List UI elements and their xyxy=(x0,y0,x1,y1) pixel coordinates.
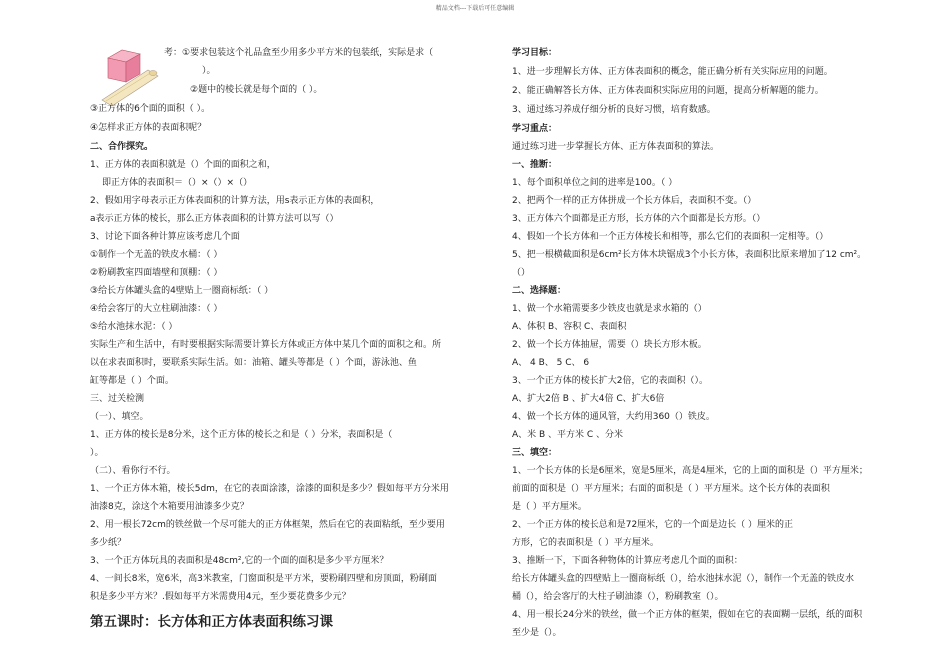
right-text-line: 至少是（）。 xyxy=(512,628,562,638)
right-text-line: 学习重点： xyxy=(512,124,558,134)
right-text-line: 学习目标： xyxy=(512,48,558,58)
left-text-line: ）。 xyxy=(90,448,104,458)
right-text-line: A、 4 B、 5 C、 6 xyxy=(512,358,590,368)
left-text-line: 1、正方体的棱长是8分米，这个正方体的棱长之和是（ ）分米，表面积是（ xyxy=(90,430,393,440)
right-text-line: 是（ ）平方厘米。 xyxy=(512,502,587,512)
right-text-line: 3、一个正方体的棱长扩大2倍，它的表面积（）。 xyxy=(512,376,708,386)
right-text-line: 3、通过练习养成仔细分析的良好习惯，培育数感。 xyxy=(512,105,716,115)
right-text-line: 2、把两个一样的正方体拼成一个长方体后，表面积不变。（） xyxy=(512,196,757,206)
right-text-line: 1、进一步理解长方体、正方体表面积的概念，能正确分析有关实际应用的问题。 xyxy=(512,67,833,77)
left-text-line: 第五课时：长方体和正方体表面积练习课 xyxy=(90,614,333,630)
right-text-line: 2、能正确解答长方体、正方体表面积实际应用的问题，提高分析解题的能力。 xyxy=(512,86,824,96)
left-text-line: 缸等都是（ ）个面。 xyxy=(90,376,174,386)
left-text-line: 考：①要求包装这个礼品盒至少用多少平方米的包装纸，实际是求（ xyxy=(164,48,434,58)
right-text-line: 3、正方体六个面都是正方形，长方体的六个面都是长方形。（） xyxy=(512,214,766,224)
right-text-line: 4、做一个长方体的通风管，大约用360（）铁皮。 xyxy=(512,412,715,422)
right-text-line: 通过练习进一步掌握长方体、正方体表面积的算法。 xyxy=(512,142,720,152)
left-text-line: 实际生产和生活中，有时要根据实际需要计算长方体或正方体中某几个面的面积之和。所 xyxy=(90,340,442,350)
left-text-line: 二、合作探究。 xyxy=(90,142,154,152)
left-text-line: ②题中的棱长就是每个面的（ ）。 xyxy=(190,85,323,95)
right-text-line: 1、每个面积单位之间的进率是100。（ ） xyxy=(512,178,678,188)
left-text-line: ③正方体的6个面的面积（ ）。 xyxy=(90,104,211,114)
left-text-line: 1、一个正方体木箱，棱长5dm，在它的表面涂漆，涂漆的面积是多少？假如每平方分米用 xyxy=(90,484,449,494)
left-text-line: a表示正方体的棱长，那么正方体表面积的计算方法可以写（） xyxy=(90,214,339,224)
left-text-line: 油漆8克，涂这个木箱要用油漆多少克？ xyxy=(90,502,249,512)
left-text-line: ④怎样求正方体的表面积呢？ xyxy=(90,123,207,133)
right-text-line: A、体积 B、容积 C、表面积 xyxy=(512,322,627,332)
gift-box-and-wrapping-paper-illustration xyxy=(100,46,160,108)
right-text-line: 二、选择题： xyxy=(512,286,567,296)
left-text-line: 积是多少平方米？.假如每平方米需费用4元，至少要花费多少元？ xyxy=(90,592,351,602)
left-text-line: ②粉刷教室四面墙壁和顶棚：（ ） xyxy=(90,268,223,278)
right-text-line: 一、推断： xyxy=(512,160,558,170)
left-text-line: 2、假如用字母表示正方体表面积的计算方法，用s表示正方体的表面积， xyxy=(90,196,380,206)
left-text-line: 以在求表面积时，要联系实际生活。如：油箱、罐头等都是（ ）个面，游泳池、鱼 xyxy=(90,358,417,368)
left-text-line: 4、一间长8米，宽6米，高3米教室，门窗面积是平方米，要粉刷四壁和房顶面，粉刷面 xyxy=(90,574,437,584)
left-text-line: 1、正方体的表面积就是（）个面的面积之和， xyxy=(90,160,276,170)
left-text-line: ①制作一个无盖的铁皮水桶：（ ） xyxy=(90,250,223,260)
right-text-line: 2、一个正方体的棱长总和是72厘米，它的一个面是边长（ ）厘米的正 xyxy=(512,520,794,530)
right-text-line: （） xyxy=(512,268,531,278)
left-text-line: （二）、看你行不行。 xyxy=(90,466,176,476)
left-text-line: 多少纸？ xyxy=(90,538,127,548)
left-text-line: ④给会客厅的大立柱刷油漆：（ ） xyxy=(90,304,223,314)
left-text-line: 即正方体的表面积＝（）×（）×（） xyxy=(102,178,253,188)
right-text-line: 方形，它的表面积是（ ）平方厘米。 xyxy=(512,538,659,548)
right-text-line: 3、推断一下，下面各种物体的计算应考虑几个面的面积： xyxy=(512,556,743,566)
left-text-line: ⑤给水池抹水泥：（ ） xyxy=(90,322,178,332)
right-text-line: 给长方体罐头盒的四壁贴上一圈商标纸（），给水池抹水泥（），制作一个无盖的铁皮水 xyxy=(512,574,855,584)
right-text-line: 5、把一根横截面积是6cm²长方体木块锯成3个小长方体，表面积比原来增加了12 cm²。 xyxy=(512,250,867,260)
right-text-line: 2、做一个长方体抽屉，需要（）块长方形木板。 xyxy=(512,340,707,350)
right-text-line: A、米 B 、平方米 C 、分米 xyxy=(512,430,624,440)
left-text-line: 三、过关检测 xyxy=(90,394,145,404)
left-text-line: 2、用一根长72cm的铁丝做一个尽可能大的正方体框架，然后在它的表面粘纸，至少要用 xyxy=(90,520,445,530)
right-text-line: 1、一个长方体的长是6厘米，宽是5厘米，高是4厘米，它的上面的面积是（）平方厘米； xyxy=(512,466,868,476)
right-text-line: 1、做一个水箱需要多少铁皮也就是求水箱的（） xyxy=(512,304,707,314)
right-text-line: 4、假如一个长方体和一个正方体棱长和相等，那么它们的表面积一定相等。（） xyxy=(512,232,829,242)
left-text-line: ③给长方体罐头盒的4壁贴上一圈商标纸：（ ） xyxy=(90,286,274,296)
right-text-line: 前面的面积是（）平方厘米；右面的面积是（ ）平方厘米。这个长方体的表面积 xyxy=(512,484,830,494)
left-text-line: 3、一个正方体玩具的表面积是48cm²,它的一个面的面积是多少平方厘米？ xyxy=(90,556,389,566)
left-text-line: ）。 xyxy=(202,66,216,76)
right-text-line: 桶（），给会客厅的大柱子刷油漆（），粉刷教室（）。 xyxy=(512,592,724,602)
right-text-line: 三、填空： xyxy=(512,448,558,458)
right-text-line: 4、用一根长24分米的铁丝，做一个正方体的框架，假如在它的表面糊一层纸，纸的面积 xyxy=(512,610,863,620)
page-header: 精品文档---下载后可任意编辑 xyxy=(435,5,515,12)
right-text-line: A、扩大2倍 B 、扩大4倍 C、扩大6倍 xyxy=(512,394,665,404)
left-text-line: （一）、填空。 xyxy=(90,412,149,422)
left-text-line: 3、讨论下面各种计算应该考虑几个面 xyxy=(90,232,240,242)
